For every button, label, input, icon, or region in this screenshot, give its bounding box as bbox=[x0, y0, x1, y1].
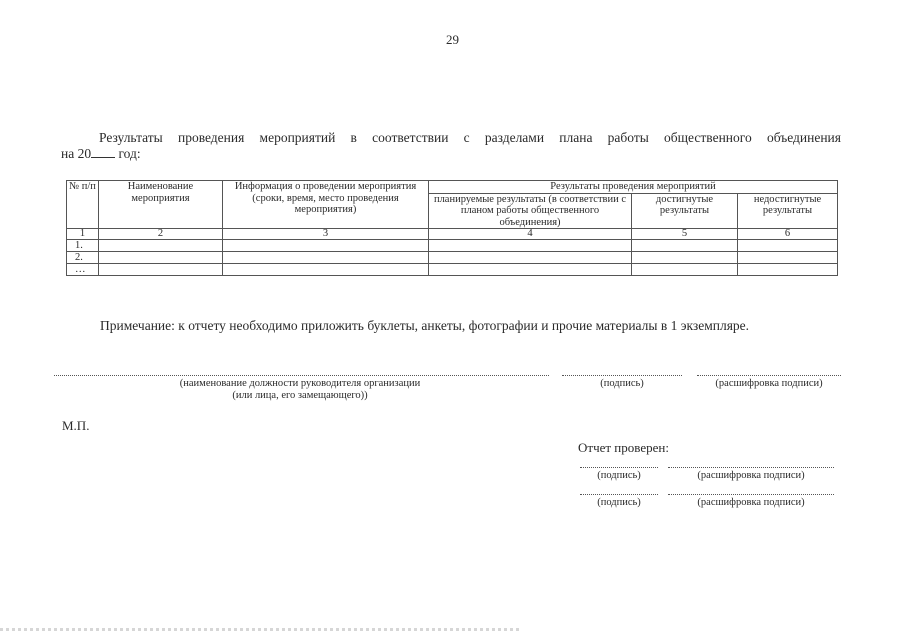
year-blank bbox=[91, 146, 115, 158]
table-cell bbox=[632, 264, 738, 276]
table-cell bbox=[738, 264, 838, 276]
position-signature-line bbox=[54, 375, 549, 376]
year-suffix: год: bbox=[118, 146, 141, 161]
column-number: 5 bbox=[632, 229, 738, 240]
row-number: … bbox=[67, 264, 99, 276]
signature-line bbox=[562, 375, 682, 376]
table-cell bbox=[429, 252, 632, 264]
checker-signature-line-1 bbox=[580, 467, 658, 468]
header-results-group: Результаты проведения мероприятий bbox=[429, 181, 838, 194]
table-row bbox=[67, 252, 838, 264]
checker-decode-line-2 bbox=[668, 494, 834, 495]
position-caption-line-1: (наименование должности руководителя организации bbox=[179, 378, 421, 389]
checker-decode-caption-2: (расшифровка подписи) bbox=[697, 497, 805, 508]
column-number: 3 bbox=[223, 229, 429, 240]
column-number-row bbox=[67, 229, 838, 240]
table-cell bbox=[99, 252, 223, 264]
scan-edge-artifact bbox=[0, 628, 520, 631]
report-checked-title: Отчет проверен: bbox=[578, 440, 669, 455]
checker-signature-caption-2: (подпись) bbox=[597, 497, 641, 508]
section-heading bbox=[61, 130, 841, 162]
table-cell bbox=[99, 264, 223, 276]
table-cell bbox=[632, 252, 738, 264]
note-text: Примечание: к отчету необходимо приложить буклеты, анкеты, фотографии и прочие материалы в 1 экземпляре. bbox=[100, 318, 750, 333]
header-event-name: Наименование мероприятия bbox=[99, 181, 223, 229]
table-cell bbox=[223, 252, 429, 264]
column-number: 6 bbox=[738, 229, 838, 240]
table-cell bbox=[429, 240, 632, 252]
table-row bbox=[67, 264, 838, 276]
row-number: 2. bbox=[67, 252, 99, 264]
checker-decode-line-1 bbox=[668, 467, 834, 468]
heading-line-1: Результаты проведения мероприятий в соответствии с разделами плана работы общественного объединения bbox=[99, 130, 841, 145]
header-row-1 bbox=[67, 181, 838, 194]
row-number: 1. bbox=[67, 240, 99, 252]
header-no: № п/п bbox=[67, 181, 99, 229]
page-number: 29 bbox=[446, 32, 459, 47]
position-caption bbox=[100, 378, 500, 402]
decode-caption: (расшифровка подписи) bbox=[715, 378, 823, 389]
header-not-achieved: недостигнутые результаты bbox=[738, 193, 838, 229]
checker-signature-caption-1: (подпись) bbox=[597, 470, 641, 481]
table-cell bbox=[632, 240, 738, 252]
checker-decode-caption-1: (расшифровка подписи) bbox=[697, 470, 805, 481]
table-cell bbox=[429, 264, 632, 276]
checker-signature-line-2 bbox=[580, 494, 658, 495]
header-achieved: достигнутые результаты bbox=[632, 193, 738, 229]
table-cell bbox=[223, 264, 429, 276]
column-number: 4 bbox=[429, 229, 632, 240]
stamp-label: М.П. bbox=[62, 418, 90, 433]
table-cell bbox=[99, 240, 223, 252]
heading-line-2 bbox=[61, 146, 841, 162]
table-cell bbox=[738, 240, 838, 252]
signature-caption: (подпись) bbox=[600, 378, 644, 389]
header-planned: планируемые результаты (в соответствии с планом работы общественного объединения) bbox=[429, 193, 632, 229]
header-event-info: Информация о проведении мероприятия (сроки, время, место проведения мероприятия) bbox=[223, 181, 429, 229]
table-cell bbox=[738, 252, 838, 264]
year-prefix: на 20 bbox=[61, 146, 92, 161]
position-caption-line-2: (или лица, его замещающего)) bbox=[232, 390, 368, 401]
table-row bbox=[67, 240, 838, 252]
column-number: 1 bbox=[67, 229, 99, 240]
results-table bbox=[66, 180, 838, 276]
decode-line bbox=[697, 375, 841, 376]
column-number: 2 bbox=[99, 229, 223, 240]
table-cell bbox=[223, 240, 429, 252]
